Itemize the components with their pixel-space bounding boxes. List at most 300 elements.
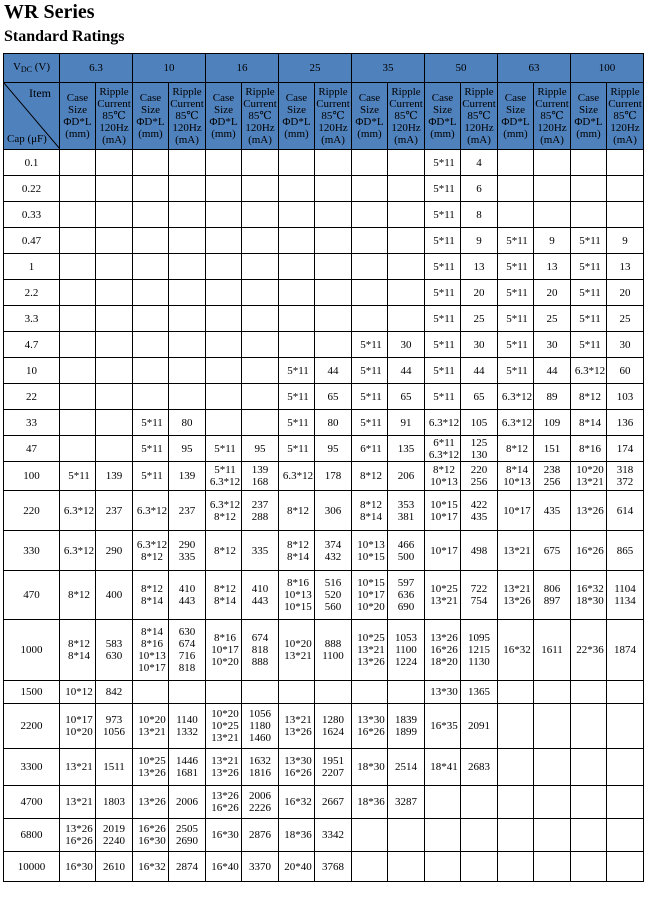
case-size-header: Case Size ΦD*L (mm) (279, 83, 315, 150)
ripple-current-cell: 6 (461, 176, 498, 202)
case-size-cell: 10*13 10*15 (352, 531, 388, 571)
ripple-current-cell (96, 254, 133, 280)
case-size-cell: 6.3*12 (279, 462, 315, 491)
ripple-current-cell: 1446 1681 (169, 749, 206, 786)
voltage-header: 10 (133, 54, 206, 83)
case-size-cell (133, 280, 169, 306)
case-size-cell (206, 228, 242, 254)
case-size-cell: 10*17 (425, 531, 461, 571)
case-size-cell: 13*30 16*26 (279, 749, 315, 786)
case-size-cell: 10*25 13*21 13*26 (352, 620, 388, 681)
table-row (4, 358, 644, 384)
vdc-header (4, 54, 60, 83)
ripple-current-cell: 9 (461, 228, 498, 254)
ripple-current-cell: 80 (315, 410, 352, 436)
case-size-cell (571, 176, 607, 202)
ripple-current-cell: 3287 (388, 786, 425, 819)
case-size-cell: 6*11 (352, 436, 388, 462)
case-size-cell: 5*11 (133, 462, 169, 491)
case-size-cell (279, 150, 315, 176)
case-size-cell: 13*26 16*26 18*20 (425, 620, 461, 681)
ripple-current-cell: 2874 (169, 852, 206, 882)
ripple-current-cell: 13 (607, 254, 644, 280)
standard-ratings-table (3, 53, 644, 882)
ripple-current-cell: 614 (607, 491, 644, 531)
ripple-current-cell (534, 704, 571, 749)
table-row (4, 749, 644, 786)
ripple-current-cell (169, 384, 206, 410)
case-size-cell: 5*11 (571, 280, 607, 306)
capacitance-cell: 1 (4, 254, 60, 280)
ripple-current-cell: 220 256 (461, 462, 498, 491)
case-size-cell: 6.3*12 (498, 384, 534, 410)
case-size-cell: 8*14 8*16 10*13 10*17 (133, 620, 169, 681)
ripple-current-cell (169, 681, 206, 704)
ripple-current-cell (169, 254, 206, 280)
ripple-current-cell: 1140 1332 (169, 704, 206, 749)
case-size-cell: 8*16 (571, 436, 607, 462)
ripple-current-cell (607, 749, 644, 786)
case-size-cell: 5*11 (425, 332, 461, 358)
table-row (4, 202, 644, 228)
ripple-current-cell (169, 358, 206, 384)
case-size-cell: 5*11 (425, 176, 461, 202)
ripple-current-cell: 44 (315, 358, 352, 384)
case-size-cell (279, 332, 315, 358)
case-size-cell: 8*12 (571, 384, 607, 410)
ripple-current-cell (534, 176, 571, 202)
case-size-cell (571, 786, 607, 819)
case-size-cell (206, 306, 242, 332)
ripple-current-cell: 675 (534, 531, 571, 571)
ripple-current-cell: 2876 (242, 819, 279, 852)
ripple-current-cell: 1803 (96, 786, 133, 819)
ripple-current-cell (388, 280, 425, 306)
case-size-cell (279, 228, 315, 254)
vdc-unit: (V) (32, 60, 51, 73)
case-size-cell: 13*26 16*26 (206, 786, 242, 819)
ripple-current-cell: 1056 1180 1460 (242, 704, 279, 749)
capacitance-cell: 3300 (4, 749, 60, 786)
item-label: Item (29, 86, 51, 100)
ripple-current-cell (607, 176, 644, 202)
case-size-cell: 5*11 (425, 280, 461, 306)
case-size-cell (571, 819, 607, 852)
case-size-cell: 18*30 (352, 749, 388, 786)
ripple-current-cell (169, 306, 206, 332)
ripple-current-cell: 1104 1134 (607, 571, 644, 620)
ripple-current-header: Ripple Current 85℃ 120Hz (mA) (534, 83, 571, 150)
ripple-current-cell: 30 (534, 332, 571, 358)
case-size-cell (571, 852, 607, 882)
case-size-cell (425, 786, 461, 819)
ripple-current-cell (534, 852, 571, 882)
cap-label: Cap (μF) (7, 133, 47, 145)
ripple-current-cell: 103 (607, 384, 644, 410)
case-size-cell: 8*14 10*13 (498, 462, 534, 491)
ripple-current-cell (315, 681, 352, 704)
case-size-cell: 13*21 13*26 (279, 704, 315, 749)
ripple-current-cell: 722 754 (461, 571, 498, 620)
case-size-cell (425, 819, 461, 852)
voltage-header: 50 (425, 54, 498, 83)
ripple-current-cell (388, 176, 425, 202)
ripple-current-cell (242, 306, 279, 332)
ripple-current-header: Ripple Current 85℃ 120Hz (mA) (96, 83, 133, 150)
capacitance-cell: 22 (4, 384, 60, 410)
section-title: Standard Ratings (4, 28, 125, 45)
case-size-cell: 16*32 (279, 786, 315, 819)
case-size-cell: 10*25 13*26 (133, 749, 169, 786)
case-size-cell: 13*21 (60, 749, 96, 786)
ripple-current-cell (388, 254, 425, 280)
ripple-current-cell (315, 254, 352, 280)
case-size-cell: 5*11 (425, 202, 461, 228)
case-size-cell (206, 410, 242, 436)
ripple-current-cell (461, 819, 498, 852)
ripple-current-cell: 318 372 (607, 462, 644, 491)
case-size-cell: 5*11 (352, 358, 388, 384)
case-size-cell (571, 202, 607, 228)
case-size-cell: 5*11 (498, 358, 534, 384)
case-size-cell: 16*35 (425, 704, 461, 749)
case-size-cell: 10*20 10*25 13*21 (206, 704, 242, 749)
case-size-cell: 5*11 (571, 228, 607, 254)
capacitance-cell: 220 (4, 491, 60, 531)
case-size-cell: 10*17 (498, 491, 534, 531)
case-size-cell (498, 681, 534, 704)
case-size-cell (60, 410, 96, 436)
ripple-current-cell (461, 852, 498, 882)
case-size-cell (279, 176, 315, 202)
ripple-current-cell: 435 (534, 491, 571, 531)
case-size-cell (206, 280, 242, 306)
ripple-current-cell: 2610 (96, 852, 133, 882)
case-size-cell: 10*20 13*21 (571, 462, 607, 491)
case-size-cell: 16*32 (498, 620, 534, 681)
case-size-cell (571, 150, 607, 176)
ripple-current-header: Ripple Current 85℃ 120Hz (mA) (169, 83, 206, 150)
ripple-current-cell: 1280 1624 (315, 704, 352, 749)
case-size-cell: 13*26 (133, 786, 169, 819)
case-size-cell: 10*15 10*17 10*20 (352, 571, 388, 620)
ripple-current-cell (242, 384, 279, 410)
ripple-current-cell: 2514 (388, 749, 425, 786)
ripple-current-cell: 597 636 690 (388, 571, 425, 620)
case-size-cell: 5*11 (425, 358, 461, 384)
case-size-cell: 5*11 (133, 436, 169, 462)
ripple-current-cell: 1632 1816 (242, 749, 279, 786)
case-size-header: Case Size ΦD*L (mm) (352, 83, 388, 150)
ripple-current-cell (388, 852, 425, 882)
ripple-current-cell: 20 (461, 280, 498, 306)
ripple-current-cell: 109 (534, 410, 571, 436)
capacitance-cell: 3.3 (4, 306, 60, 332)
case-size-cell (60, 150, 96, 176)
table-row (4, 620, 644, 681)
ripple-current-cell: 353 381 (388, 491, 425, 531)
capacitance-cell: 330 (4, 531, 60, 571)
ripple-current-cell (315, 306, 352, 332)
case-size-cell (498, 852, 534, 882)
capacitance-cell: 47 (4, 436, 60, 462)
case-size-cell: 10*25 13*21 (425, 571, 461, 620)
case-size-cell: 5*11 (425, 150, 461, 176)
case-size-cell (60, 176, 96, 202)
case-size-cell: 13*21 13*26 (498, 571, 534, 620)
ripple-current-cell: 20 (607, 280, 644, 306)
ripple-current-cell: 2019 2240 (96, 819, 133, 852)
ripple-current-cell (315, 202, 352, 228)
ripple-current-cell: 91 (388, 410, 425, 436)
table-row (4, 254, 644, 280)
ripple-current-cell (96, 410, 133, 436)
case-size-cell (352, 681, 388, 704)
case-size-cell (60, 202, 96, 228)
case-size-cell: 16*32 18*30 (571, 571, 607, 620)
ripple-current-cell (96, 202, 133, 228)
case-size-cell: 5*11 (279, 358, 315, 384)
case-size-cell: 8*14 (571, 410, 607, 436)
ripple-current-cell (96, 280, 133, 306)
case-size-cell: 5*11 (352, 410, 388, 436)
ripple-current-cell: 1365 (461, 681, 498, 704)
ripple-current-cell: 44 (534, 358, 571, 384)
table-row (4, 531, 644, 571)
case-size-cell (133, 228, 169, 254)
case-size-cell (60, 306, 96, 332)
case-size-cell (571, 704, 607, 749)
case-size-cell: 5*11 (498, 280, 534, 306)
table-row (4, 306, 644, 332)
ripple-current-cell: 1053 1100 1224 (388, 620, 425, 681)
ripple-current-cell: 410 443 (169, 571, 206, 620)
case-size-cell: 5*11 (279, 384, 315, 410)
case-size-cell: 6.3*12 (571, 358, 607, 384)
ripple-current-cell (242, 254, 279, 280)
table-row (4, 280, 644, 306)
table-row (4, 436, 644, 462)
ripple-current-cell (96, 176, 133, 202)
case-size-cell (498, 786, 534, 819)
voltage-header: 35 (352, 54, 425, 83)
case-size-cell: 5*11 (425, 254, 461, 280)
ripple-current-cell (242, 410, 279, 436)
ripple-current-cell (96, 436, 133, 462)
ripple-current-cell (242, 280, 279, 306)
capacitance-cell: 1000 (4, 620, 60, 681)
case-size-cell (60, 254, 96, 280)
ripple-current-cell (315, 176, 352, 202)
ripple-current-cell (96, 358, 133, 384)
capacitance-cell: 10000 (4, 852, 60, 882)
case-size-cell (60, 358, 96, 384)
ripple-current-cell (607, 786, 644, 819)
case-size-cell: 5*11 (133, 410, 169, 436)
case-size-cell (571, 681, 607, 704)
case-size-cell (352, 819, 388, 852)
ripple-current-cell: 135 (388, 436, 425, 462)
ripple-current-cell: 306 (315, 491, 352, 531)
case-size-cell: 5*11 (352, 384, 388, 410)
ripple-current-header: Ripple Current 85℃ 120Hz (mA) (388, 83, 425, 150)
ripple-current-cell: 237 (96, 491, 133, 531)
case-size-cell (498, 176, 534, 202)
case-size-header: Case Size ΦD*L (mm) (498, 83, 534, 150)
ripple-current-cell: 3768 (315, 852, 352, 882)
case-size-cell: 8*12 (60, 571, 96, 620)
case-size-cell: 8*12 8*14 (352, 491, 388, 531)
case-size-cell (60, 436, 96, 462)
case-size-cell: 16*26 16*30 (133, 819, 169, 852)
ripple-current-cell (242, 358, 279, 384)
ripple-current-cell (96, 150, 133, 176)
ripple-current-cell: 95 (242, 436, 279, 462)
ripple-current-cell: 410 443 (242, 571, 279, 620)
ripple-current-cell (388, 228, 425, 254)
ripple-current-cell (242, 176, 279, 202)
case-size-cell: 16*30 (60, 852, 96, 882)
ripple-current-cell: 13 (461, 254, 498, 280)
ripple-current-cell (242, 332, 279, 358)
case-size-cell: 5*11 (425, 384, 461, 410)
case-size-cell: 10*17 10*20 (60, 704, 96, 749)
ripple-current-cell: 400 (96, 571, 133, 620)
case-size-cell: 6.3*12 (60, 531, 96, 571)
case-size-cell: 10*15 10*17 (425, 491, 461, 531)
case-size-cell: 8*12 8*14 (133, 571, 169, 620)
table-row (4, 491, 644, 531)
case-size-cell: 8*12 8*14 (206, 571, 242, 620)
ripple-current-cell: 151 (534, 436, 571, 462)
voltage-header: 100 (571, 54, 644, 83)
ripple-current-cell: 2667 (315, 786, 352, 819)
ripple-current-cell (534, 819, 571, 852)
case-size-cell (133, 332, 169, 358)
ripple-current-cell (169, 202, 206, 228)
ripple-current-cell: 25 (534, 306, 571, 332)
ripple-current-cell (315, 228, 352, 254)
case-size-cell: 13*30 16*26 (352, 704, 388, 749)
ripple-current-cell (607, 202, 644, 228)
case-size-cell: 5*11 (498, 306, 534, 332)
ripple-current-cell: 9 (534, 228, 571, 254)
ripple-current-header: Ripple Current 85℃ 120Hz (mA) (607, 83, 644, 150)
table-row (4, 176, 644, 202)
case-size-cell: 5*11 (571, 254, 607, 280)
ripple-current-cell (534, 681, 571, 704)
voltage-header: 25 (279, 54, 352, 83)
voltage-header: 6.3 (60, 54, 133, 83)
ripple-current-cell: 8 (461, 202, 498, 228)
capacitance-cell: 1500 (4, 681, 60, 704)
case-size-cell: 8*12 (498, 436, 534, 462)
case-size-cell (60, 384, 96, 410)
ripple-current-cell (169, 280, 206, 306)
ripple-current-cell: 44 (461, 358, 498, 384)
case-size-cell: 16*32 (133, 852, 169, 882)
ripple-current-cell: 65 (388, 384, 425, 410)
case-size-cell (206, 150, 242, 176)
case-size-cell (206, 254, 242, 280)
ripple-current-cell: 498 (461, 531, 498, 571)
case-size-cell (498, 150, 534, 176)
case-size-cell: 6.3*12 (60, 491, 96, 531)
ripple-current-cell (169, 150, 206, 176)
capacitance-cell: 4.7 (4, 332, 60, 358)
case-size-cell (279, 254, 315, 280)
ripple-current-cell: 842 (96, 681, 133, 704)
ripple-current-cell: 25 (461, 306, 498, 332)
case-size-cell: 22*36 (571, 620, 607, 681)
case-size-cell: 18*36 (352, 786, 388, 819)
case-size-cell (133, 358, 169, 384)
ripple-current-cell: 290 335 (169, 531, 206, 571)
ripple-current-cell: 630 674 716 818 (169, 620, 206, 681)
case-size-cell (206, 681, 242, 704)
ripple-current-cell: 139 (169, 462, 206, 491)
case-size-cell: 8*12 (206, 531, 242, 571)
case-size-cell (352, 176, 388, 202)
ripple-current-cell: 466 500 (388, 531, 425, 571)
ripple-current-cell (242, 202, 279, 228)
ripple-current-cell: 206 (388, 462, 425, 491)
case-size-cell: 6*11 6.3*12 (425, 436, 461, 462)
case-size-cell: 5*11 (425, 306, 461, 332)
ripple-current-cell: 1511 (96, 749, 133, 786)
case-size-cell: 10*20 13*21 (133, 704, 169, 749)
ripple-current-cell: 136 (607, 410, 644, 436)
capacitance-cell: 100 (4, 462, 60, 491)
ripple-current-cell: 583 630 (96, 620, 133, 681)
voltage-header: 16 (206, 54, 279, 83)
case-size-cell (498, 202, 534, 228)
ripple-current-cell: 3342 (315, 819, 352, 852)
ripple-current-cell: 335 (242, 531, 279, 571)
case-size-cell (279, 306, 315, 332)
case-size-cell: 8*12 (352, 462, 388, 491)
table-row (4, 150, 644, 176)
ripple-current-cell (461, 786, 498, 819)
ripple-current-cell: 973 1056 (96, 704, 133, 749)
ripple-current-cell: 44 (388, 358, 425, 384)
case-size-cell (133, 150, 169, 176)
case-size-cell: 8*12 10*13 (425, 462, 461, 491)
ripple-current-cell: 806 897 (534, 571, 571, 620)
ripple-current-cell (534, 202, 571, 228)
ripple-current-cell (242, 150, 279, 176)
case-size-cell: 5*11 (352, 332, 388, 358)
case-size-header: Case Size ΦD*L (mm) (60, 83, 96, 150)
table-row (4, 786, 644, 819)
ripple-current-cell: 1874 (607, 620, 644, 681)
ripple-current-cell: 30 (388, 332, 425, 358)
case-size-cell: 10*12 (60, 681, 96, 704)
case-size-header: Case Size ΦD*L (mm) (206, 83, 242, 150)
capacitance-cell: 4700 (4, 786, 60, 819)
ripple-current-cell: 888 1100 (315, 620, 352, 681)
case-size-cell: 5*11 6.3*12 (206, 462, 242, 491)
ripple-current-cell (607, 852, 644, 882)
ripple-current-cell: 65 (461, 384, 498, 410)
table-row (4, 852, 644, 882)
ripple-current-cell: 9 (607, 228, 644, 254)
case-size-header: Case Size ΦD*L (mm) (425, 83, 461, 150)
ripple-current-cell: 4 (461, 150, 498, 176)
case-size-cell (60, 332, 96, 358)
case-size-cell (352, 150, 388, 176)
ripple-current-header: Ripple Current 85℃ 120Hz (mA) (461, 83, 498, 150)
